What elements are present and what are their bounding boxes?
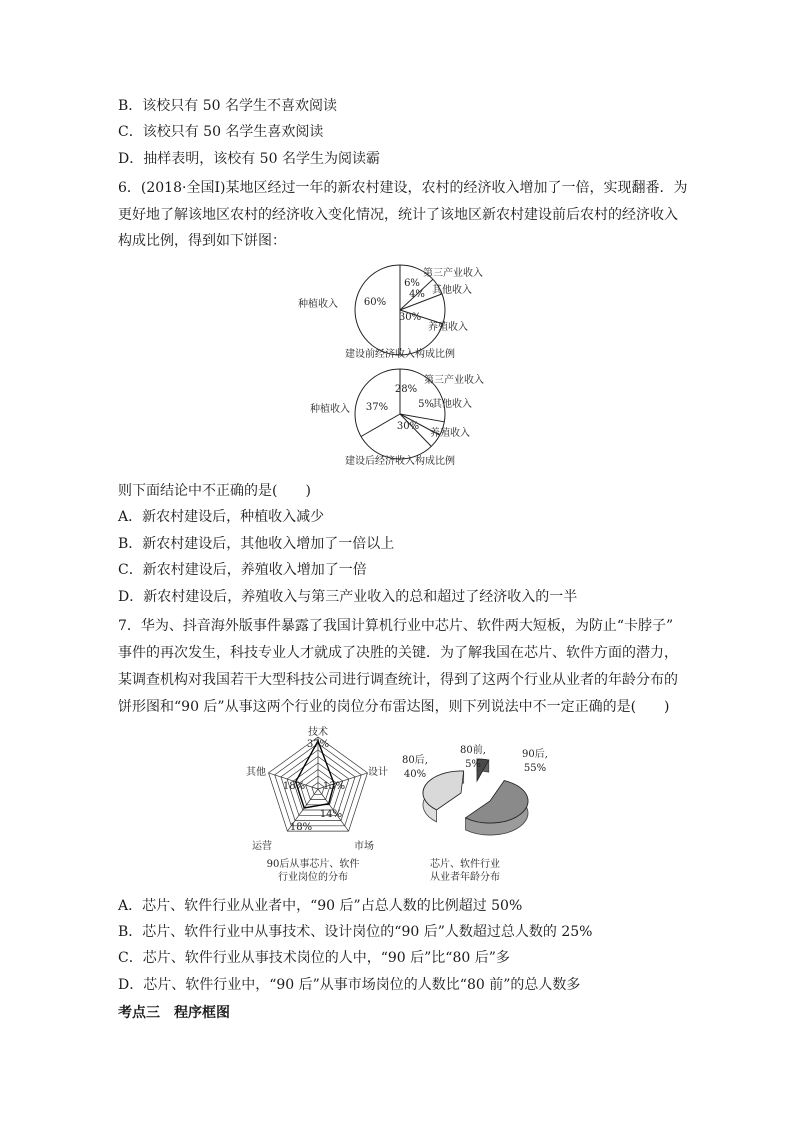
- radar-value-其他: 18%: [282, 781, 306, 792]
- q5-option-d: D．抽样表明，该校有 50 名学生为阅读霸: [118, 151, 380, 167]
- radar-label-运营: 运营: [252, 841, 272, 852]
- radar-chart-90s-positions: [238, 727, 398, 857]
- pie-before-label-养殖收入: 养殖收入: [428, 322, 468, 333]
- pie-before-label-种植收入: 种植收入: [298, 299, 338, 310]
- age-pie-slice-80后: [423, 771, 464, 810]
- q7-stem-line-1: 7．华为、抖音海外版事件暴露了我国计算机行业中芯片、软件两大短板，为防止“卡脖子”: [118, 618, 674, 634]
- q5-option-c: C．该校只有 50 名学生喜欢阅读: [118, 124, 324, 140]
- q7-stem-line-2: 事件的再次发生，科技专业人才就成了决胜的关键．为了解我国在芯片、软件方面的潜力，: [118, 645, 678, 661]
- pie-after-value-其他收入: 5%: [418, 399, 434, 410]
- pie-after-label-其他收入: 其他收入: [432, 399, 472, 410]
- q7-option-c: C．芯片、软件行业从事技术岗位的人中，“90 后”比“80 后”多: [118, 950, 510, 966]
- q6-stem-line-1: 6．(2018·全国Ⅰ)某地区经过一年的新农村建设，农村的经济收入增加了一倍，实现翻番．为: [118, 180, 688, 196]
- q7-stem-line-3: 某调查机构对我国若干大型科技公司进行调查统计，得到了这两个行业从业者的年龄分布的: [118, 672, 678, 688]
- pie-after-label-养殖收入: 养殖收入: [430, 428, 470, 439]
- q5-option-b: B．该校只有 50 名学生不喜欢阅读: [118, 98, 338, 114]
- radar-label-其他: 其他: [246, 767, 266, 778]
- age-pie-title-line-1: 芯片、软件行业: [430, 859, 500, 870]
- q7-option-b: B．芯片、软件行业中从事技术、设计岗位的“90 后”人数超过总人数的 25%: [118, 924, 593, 940]
- pie-before-value-第三产业收入: 6%: [404, 278, 420, 289]
- radar-value-技术: 37%: [306, 739, 330, 750]
- q7-option-a: A．芯片、软件行业从业者中，“90 后”占总人数的比例超过 50%: [118, 898, 523, 914]
- pie-before-value-养殖收入: 30%: [398, 312, 422, 323]
- pie-after-label-第三产业收入: 第三产业收入: [424, 375, 484, 386]
- q6-option-a: A．新农村建设后，种植收入减少: [118, 509, 325, 525]
- radar-title-line-1: 90后从事芯片、软件: [266, 859, 360, 870]
- age-pie-value-80前: 5%: [465, 759, 481, 770]
- radar-label-市场: 市场: [354, 841, 374, 852]
- q6-option-d: D．新农村建设后，养殖收入与第三产业收入的总和超过了经济收入的一半: [118, 589, 578, 605]
- radar-title-line-2: 行业岗位的分布: [278, 872, 348, 883]
- q6-option-c: C．新农村建设后，养殖收入增加了一倍: [118, 562, 367, 578]
- pie-after-value-种植收入: 37%: [365, 402, 389, 413]
- age-pie-label-90后: 90后,: [522, 749, 548, 760]
- q7-option-d: D．芯片、软件行业中，“90 后”从事市场岗位的人数比“80 前”的总人数多: [118, 977, 581, 993]
- pie-chart-before: [300, 262, 500, 362]
- age-pie-value-90后: 55%: [523, 763, 547, 774]
- age-pie-title-line-2: 从业者年龄分布: [430, 872, 500, 883]
- pie-chart-after: [300, 366, 500, 466]
- pie-before-value-其他收入: 4%: [409, 289, 425, 300]
- pie-before-value-种植收入: 60%: [363, 297, 387, 308]
- pie-after-label-种植收入: 种植收入: [310, 404, 350, 415]
- section-heading: 考点三 程序框图: [118, 1005, 230, 1021]
- pie-after-value-第三产业收入: 28%: [394, 384, 418, 395]
- pie-before-title: 建设前经济收入构成比例: [345, 349, 455, 360]
- radar-label-技术: 技术: [308, 727, 328, 738]
- q6-stem-line-2: 更好地了解该地区农村的经济收入变化情况，统计了该地区新农村建设前后农村的经济收入: [118, 207, 678, 223]
- pie-before-label-第三产业收入: 第三产业收入: [423, 268, 483, 279]
- radar-value-运营: 18%: [289, 822, 313, 833]
- q6-option-b: B．新农村建设后，其他收入增加了一倍以上: [118, 536, 395, 552]
- age-pie-value-80后: 40%: [403, 769, 427, 780]
- pie-before-label-其他收入: 其他收入: [432, 285, 472, 296]
- pie-after-title: 建设后经济收入构成比例: [345, 456, 455, 467]
- pie-after-slice-boundary: [361, 414, 400, 437]
- pie-after-value-养殖收入: 30%: [396, 421, 420, 432]
- pie-chart-age-distribution: [395, 743, 555, 853]
- age-pie-label-80后: 80后,: [402, 755, 428, 766]
- radar-value-设计: 13%: [322, 781, 346, 792]
- q6-stem-line-3: 构成比例，得到如下饼图：: [118, 233, 286, 249]
- age-pie-label-80前: 80前,: [460, 745, 486, 756]
- q7-stem-line-4: 饼形图和“90 后”从事这两个行业的岗位分布雷达图，则下列说法中不一定正确的是( ): [118, 699, 670, 715]
- q6-question: 则下面结论中不正确的是( ): [118, 483, 311, 499]
- radar-label-设计: 设计: [368, 767, 388, 778]
- radar-value-市场: 14%: [319, 809, 343, 820]
